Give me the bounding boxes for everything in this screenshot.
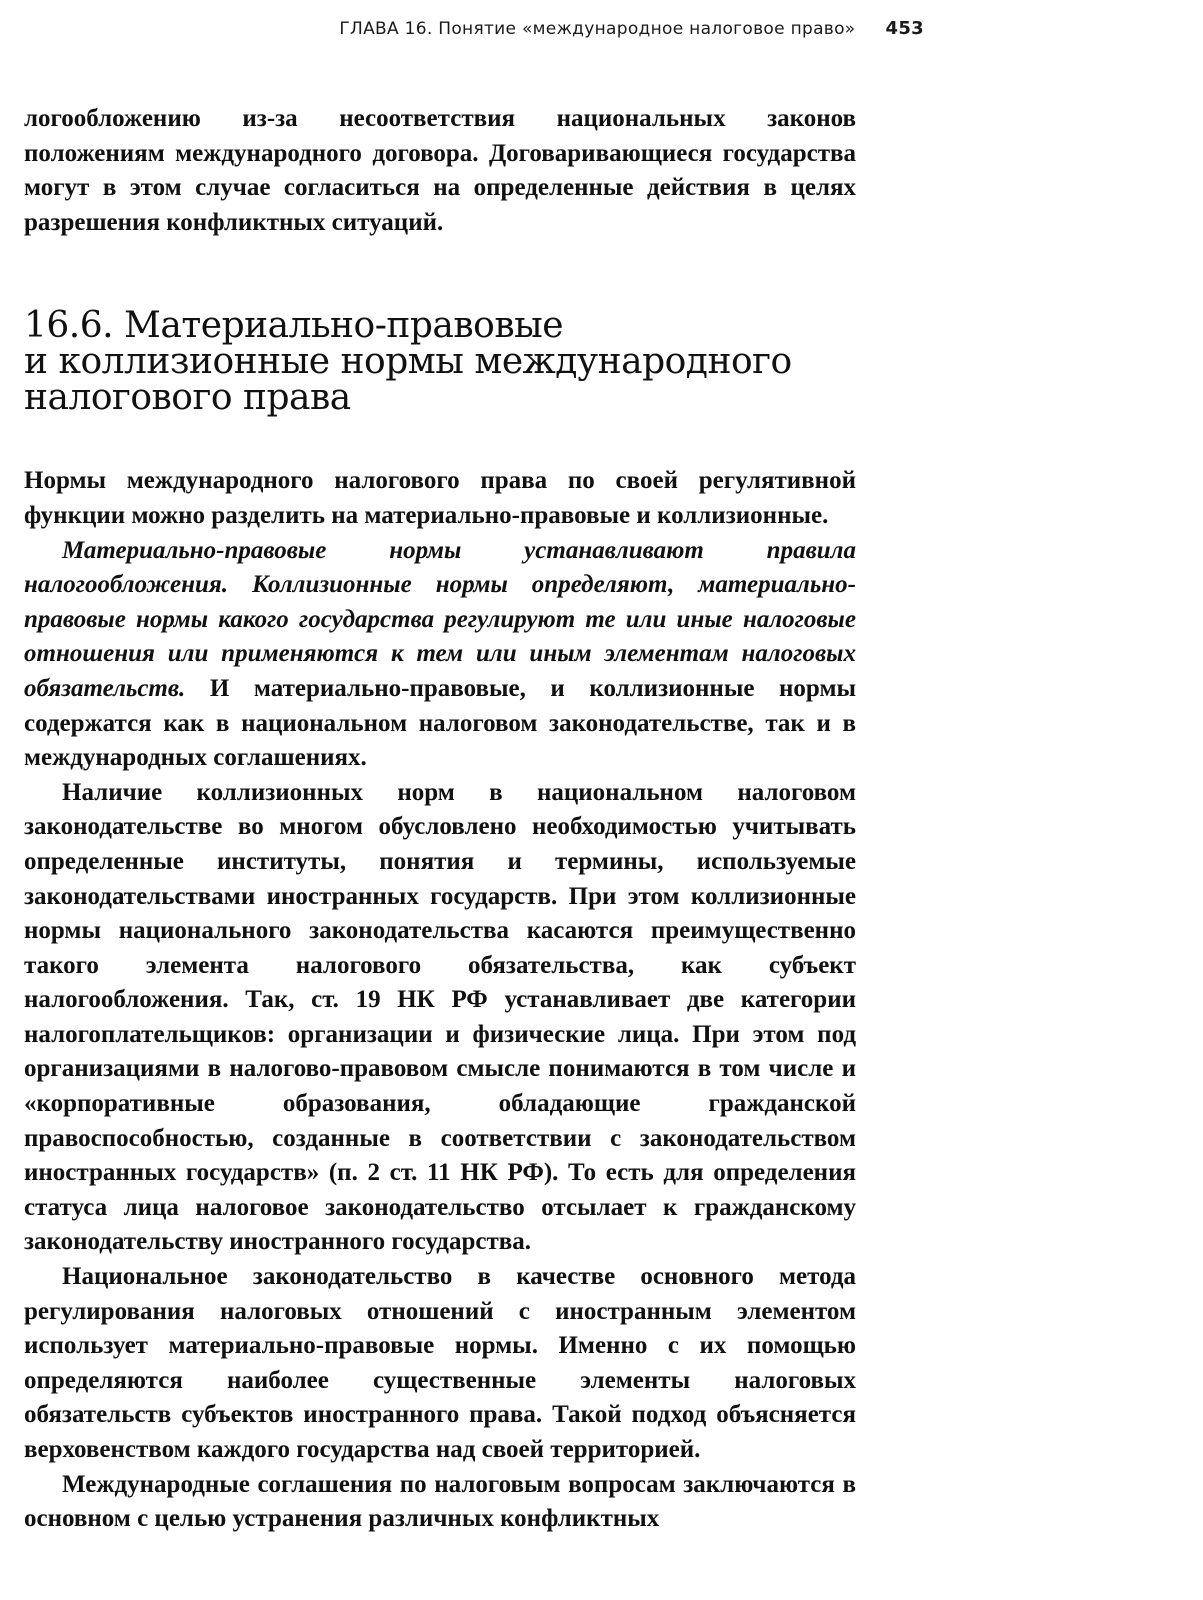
paragraph-1: Нормы международного налогового права по своей регулятивной функции можно разделить на материально-правовые и коллизионные. bbox=[24, 467, 856, 529]
paragraph-3: Наличие коллизионных норм в национальном налоговом законодательстве во многом обусловлено необходимостью учитывать определенные институты, понятия и термины, используемые законодательствами иностранных государств. При этом коллизионные нормы национального законодательства касаются преимущественно такого элемента налогового обязательства, как субъект налогообложения. Так, ст. 19 НК РФ устанавливает две категории налогоплательщиков: организации и физические лица. При этом под организациями в налогово-правовом смысле понимаются в том числе и «корпоративные образования, обладающие гражданской правоспособностью, созданные в соответствии с законодательством иностранных государств» (п. 2 ст. 11 НК РФ). То есть для определения статуса лица налоговое законодательство отсылает к гражданскому законодательству иностранного государства. bbox=[24, 778, 856, 1256]
section-heading-line2: и коллизионные нормы международного bbox=[24, 341, 792, 383]
section-heading-line3: налогового права bbox=[24, 377, 351, 419]
section-heading bbox=[24, 305, 856, 419]
page-content bbox=[24, 102, 856, 1537]
running-head bbox=[0, 18, 924, 39]
page-number: 453 bbox=[885, 18, 924, 39]
intro-paragraph: логообложению из-за несоответствия национальных законов положениям международного договора. Договаривающиеся государства могут в этом случае согласиться на определенные действия в целях разрешения конфликтных ситуаций. bbox=[24, 105, 856, 236]
paragraph-4: Национальное законодательство в качестве основного метода регулирования налоговых отношений с иностранным элементом использует материально-правовые нормы. Именно с их помощью определяются наиболее существенные элементы налоговых обязательств субъектов иностранного права. Такой подход объясняется верховенством каждого государства над своей территорией. bbox=[24, 1263, 856, 1463]
running-title: ГЛАВА 16. Понятие «международное налоговое право» bbox=[339, 19, 856, 39]
paragraph-2-italic: Материально-правовые нормы устанавливают правила налогообложения. Коллизионные нормы определяют, материально-правовые нормы какого государства регулируют те или иные налоговые отношения или применяются к тем или иным элементам налоговых обязательств. bbox=[24, 536, 856, 702]
paragraph-2 bbox=[24, 534, 856, 776]
section-heading-line1: 16.6. Материально-правовые bbox=[24, 305, 564, 347]
paragraph-2-rest: И материально-правовые, и коллизионные нормы содержатся как в национальном налоговом законодательстве, так и в международных соглашениях. bbox=[24, 674, 856, 772]
paragraph-5: Международные соглашения по налоговым вопросам заключаются в основном с целью устранения различных конфликтных bbox=[24, 1470, 856, 1533]
